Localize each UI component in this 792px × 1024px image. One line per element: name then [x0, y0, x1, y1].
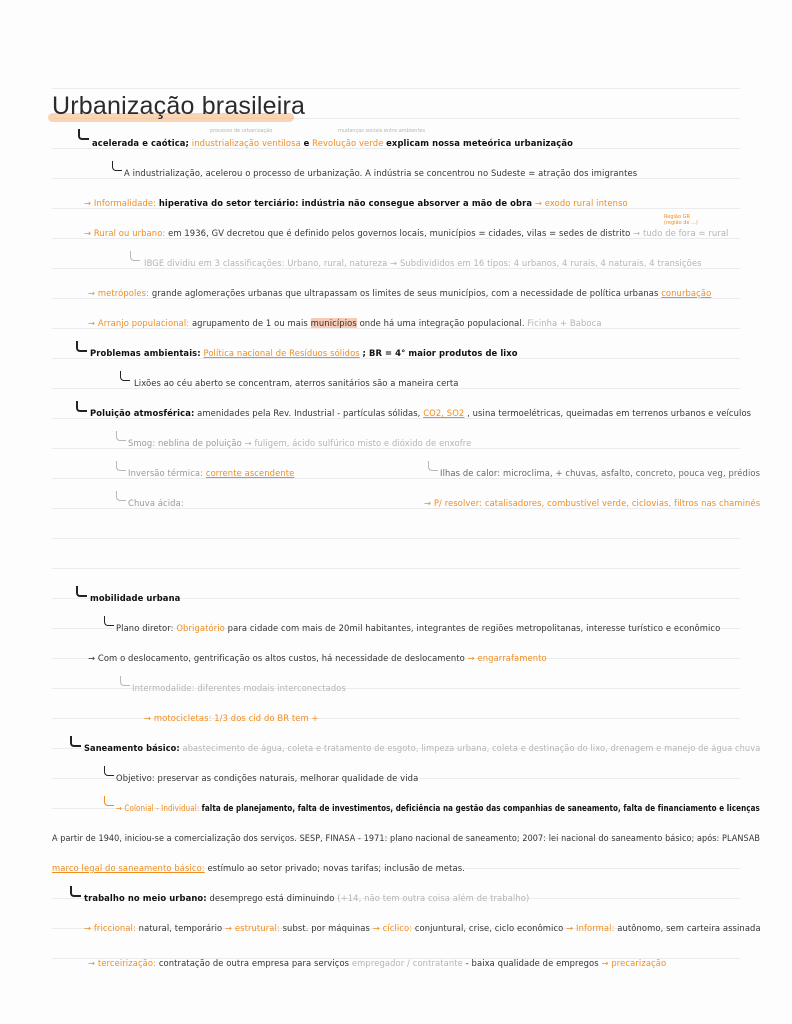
note-line [88, 288, 711, 298]
text: amenidades pela Rev. Industrial - partículas sólidas, [197, 408, 421, 418]
text: Problemas ambientais: [90, 348, 201, 358]
text: → P/ resolver: catalisadores, combustível verde, ciclovias, filtros nas chaminés [424, 498, 761, 508]
text: Ilhas de calor: microclima, + chuvas, asfalto, concreto, pouca veg, prédios [440, 468, 761, 478]
hook-icon [120, 371, 130, 381]
text: grande aglomerações urbanas que ultrapassam os limites de seus municípios, com a necessidade de política urbanas [151, 288, 659, 298]
text: explicam nossa meteórica urbanização [386, 138, 573, 148]
text: → Subdivididos em 16 tipos: 4 urbanos, 4 rurais, 4 naturais, 4 transições [390, 258, 702, 268]
text: onde há uma integração populacional. [359, 318, 525, 328]
text: conjuntural, crise, ciclo econômico [414, 923, 564, 933]
text: → terceirização: [88, 958, 157, 968]
note-line [84, 743, 760, 753]
text: empregador / contratante [351, 958, 463, 968]
annotation: mudanças sociais entre ambientes [338, 128, 426, 134]
text: hiperativa do setor terciário: indústria não consegue absorver a mão de obra [158, 198, 533, 208]
text: Revolução verde [312, 138, 384, 148]
note-line [52, 863, 465, 873]
text: → cíclico: [372, 923, 413, 933]
text: , usina termoelétricas, queimadas em terrenos urbanos e veículos [467, 408, 752, 418]
text: Smog: neblina de poluição [128, 438, 242, 448]
text: contratação de outra empresa para serviços [158, 958, 350, 968]
text: A industrialização, acelerou o processo de urbanização. A indústria se concentrou no Sudeste = atração dos imigrantes [124, 168, 638, 178]
note-line [90, 593, 180, 603]
hook-icon [116, 431, 126, 441]
page-title: Urbanização brasileira [52, 92, 306, 120]
text: Ficinha + Baboca [527, 318, 602, 328]
text: municípios [310, 318, 357, 328]
text: IBGE dividiu em 3 classificações: Urbano, rural, natureza [144, 258, 388, 268]
text: → tudo de fora = rural [633, 228, 729, 238]
text: Plano diretor: [116, 623, 174, 633]
hook-icon [76, 586, 87, 597]
note-line [84, 228, 728, 238]
text: desemprego está diminuindo [209, 893, 335, 903]
note-line [128, 498, 184, 508]
hook-icon [104, 766, 114, 776]
text: → friccional: [84, 923, 136, 933]
text: → exodo rural intenso [534, 198, 628, 208]
hook-icon [116, 461, 126, 471]
text: Política nacional de Resíduos sólidos [203, 348, 360, 358]
hook-icon [112, 161, 122, 171]
note-line [440, 468, 760, 478]
text: Inversão térmica: [128, 468, 204, 478]
note-line [132, 683, 346, 693]
text: trabalho no meio urbano: [84, 893, 207, 903]
note-line [84, 893, 529, 903]
text: ; BR = 4° maior produtos de lixo [362, 348, 518, 358]
text: → estrutural: [225, 923, 280, 933]
hook-icon [104, 616, 114, 626]
text: Poluição atmosférica: [90, 408, 195, 418]
note-line [84, 198, 628, 208]
text: Chuva ácida: [128, 498, 184, 508]
text: para cidade com mais de 20mil habitantes, integrantes de regiões metropolitanas, interesse turístico e econômico [227, 623, 721, 633]
hook-icon [70, 886, 81, 897]
note-line [128, 468, 294, 478]
text: → fuligem, ácido sulfúrico misto e dióxido de enxofre [244, 438, 472, 448]
text: municípios = cidades, vilas = sedes de distrito [429, 228, 631, 238]
text: - baixa qualidade de empregos [465, 958, 599, 968]
text: (+14, não tem outra coisa além de trabalho) [337, 893, 530, 903]
text: mobilidade urbana [90, 593, 181, 603]
text: acelerada e caótica; [92, 138, 189, 148]
text: A partir de 1940, iniciou-se a comercialização dos serviços. SESP, FINASA - 1971: plano nacional de saneamento; 2007: lei nacional do saneamento básico; após: PLANSAB [52, 833, 761, 843]
note-line [124, 168, 637, 178]
text: → precarização [601, 958, 667, 968]
text: Intermodalide: diferentes modais interconectados [132, 683, 346, 693]
text: Lixões ao céu aberto se concentram, aterros sanitários são a maneira certa [134, 378, 459, 388]
text: Objetivo: preservar as condições naturais, melhorar qualidade de vida [116, 773, 419, 783]
note-line [144, 258, 702, 268]
text: marco legal do saneamento básico: [52, 863, 205, 873]
note-line [116, 803, 760, 813]
text: conurbação [661, 288, 712, 298]
text: corrente ascendente [205, 468, 295, 478]
hook-icon [104, 796, 114, 806]
text: falta de planejamento, falta de investimentos, deficiência na gestão das companhias de saneamento, falta de financiamento e licenças [201, 803, 760, 813]
note-line [90, 408, 751, 418]
hook-icon [120, 676, 130, 686]
note-line [88, 653, 547, 663]
note-line [424, 498, 760, 508]
text: → motocicletas: 1/3 dos cid do BR tem + [144, 713, 319, 723]
note-line [116, 773, 418, 783]
annotation: processo de urbanização [210, 128, 273, 134]
text: abastecimento de água, coleta e tratamento de esgoto, limpeza urbana, coleta e destinação do lixo, drenagem e manejo de água chuva [182, 743, 761, 753]
hook-icon [76, 401, 87, 412]
note-line [144, 713, 319, 723]
note-line [88, 958, 666, 968]
text: → Informal: [566, 923, 615, 933]
hook-icon [428, 461, 438, 471]
text: → metrópoles: [88, 288, 150, 298]
text: → Informalidade: [84, 198, 157, 208]
text: → Arranjo populacional: [88, 318, 190, 328]
text: autônomo, sem carteira assinada [617, 923, 761, 933]
text: em 1936, GV decretou que é definido pelos governos locais, [168, 228, 427, 238]
note-line [116, 623, 720, 633]
hook-icon [76, 341, 87, 352]
text: → Com o deslocamento, gentrificação os altos custos, há necessidade de deslocamento [88, 653, 465, 663]
note-line [84, 923, 761, 933]
hook-icon [78, 129, 89, 140]
note-line [52, 833, 760, 843]
text: → Rural ou urbano: [84, 228, 166, 238]
text: e [303, 138, 310, 148]
text: CO2, SO2 [423, 408, 465, 418]
text: industrialização ventilosa [191, 138, 301, 148]
text: Obrigatório [176, 623, 225, 633]
annotation: Região GR (região de ...) [664, 214, 698, 226]
hook-icon [70, 736, 81, 747]
text: → Colonial - Individual: [116, 803, 200, 813]
text: Saneamento básico: [84, 743, 180, 753]
hook-icon [130, 251, 140, 261]
hook-icon [116, 491, 126, 501]
text: estímulo ao setor privado; novas tarifas; inclusão de metas. [207, 863, 465, 873]
note-line [88, 318, 602, 328]
note-line [134, 378, 459, 388]
note-line [92, 138, 573, 148]
text: natural, temporário [138, 923, 223, 933]
text: subst. por máquinas [282, 923, 370, 933]
text: agrupamento de 1 ou mais [191, 318, 308, 328]
note-line [90, 348, 518, 358]
note-line [128, 438, 471, 448]
text: → engarrafamento [467, 653, 547, 663]
